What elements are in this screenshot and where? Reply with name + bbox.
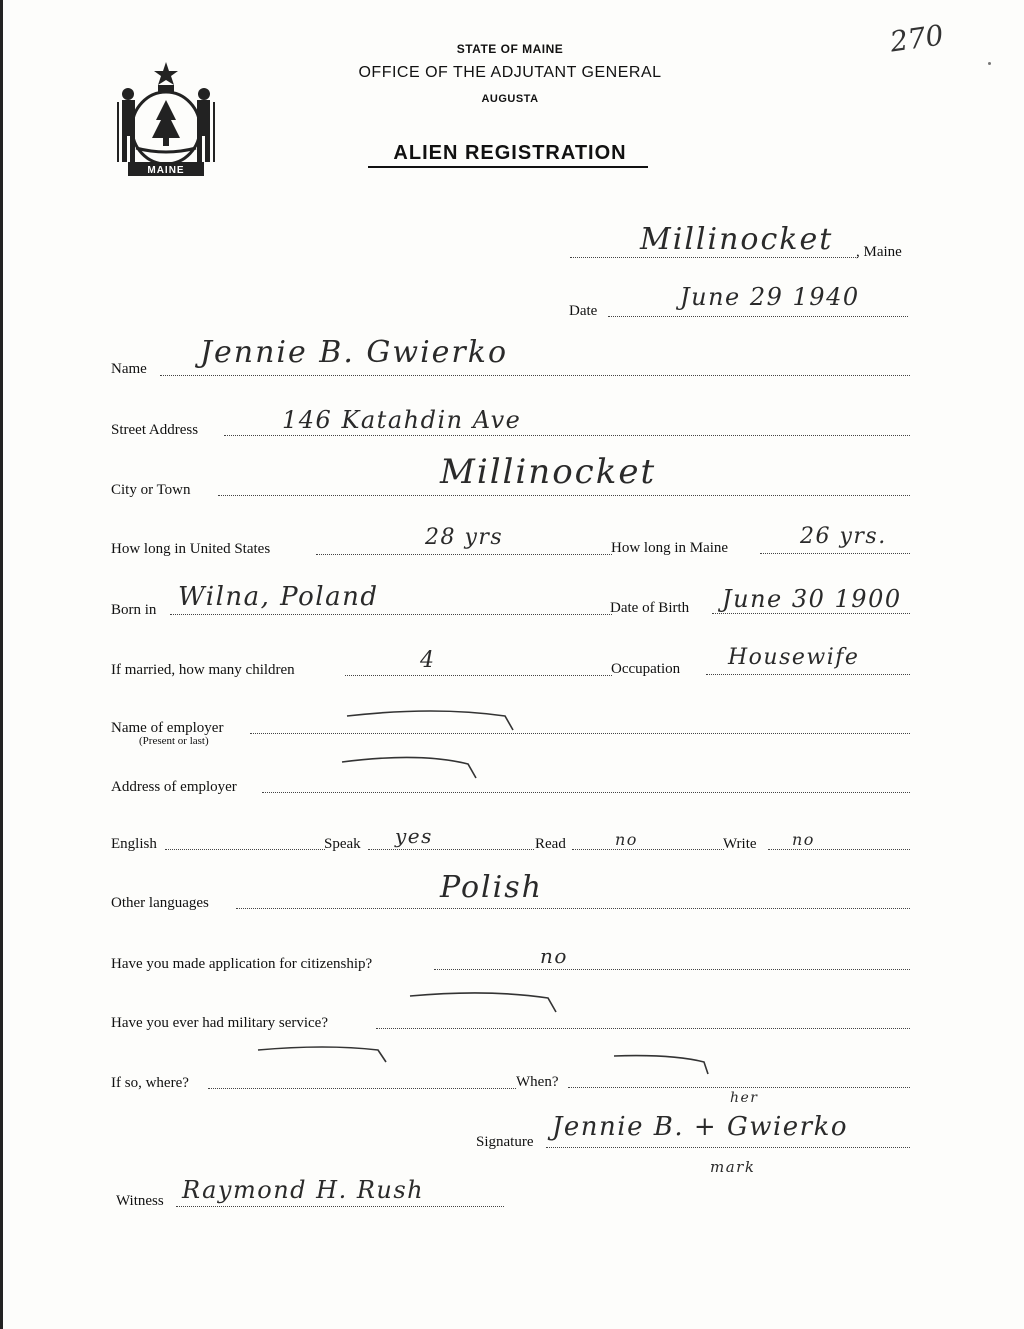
where-label: If so, where? — [111, 1075, 189, 1091]
file-number: 270 — [887, 18, 946, 59]
header-city: AUGUSTA — [481, 93, 539, 105]
town-suffix: , Maine — [856, 244, 902, 260]
signature-label: Signature — [476, 1134, 534, 1150]
children-value: 4 — [420, 648, 436, 673]
scan-edge — [0, 0, 3, 1329]
other-languages-label: Other languages — [111, 895, 209, 911]
where-dash-stroke — [256, 1044, 392, 1066]
signature-line — [546, 1147, 910, 1148]
military-line — [376, 1028, 910, 1029]
how-long-maine-label: How long in Maine — [611, 540, 729, 556]
date-field-line — [608, 316, 908, 317]
date-value: June 29 1940 — [680, 283, 860, 311]
signature-her-note: her — [730, 1090, 759, 1106]
title-underline — [368, 166, 648, 168]
when-label: When? — [516, 1074, 559, 1090]
street-label: Street Address — [111, 422, 199, 438]
street-field-line — [224, 435, 910, 436]
town-value: Millinocket — [640, 222, 834, 257]
born-in-value: Wilna, Poland — [178, 582, 379, 612]
street-value: 146 Katahdin Ave — [282, 406, 522, 434]
header-state: STATE OF MAINE — [456, 42, 564, 56]
employer-address-dash-stroke — [340, 752, 485, 782]
form-title: ALIEN REGISTRATION — [393, 142, 627, 164]
citizenship-value: no — [540, 944, 568, 968]
children-label: If married, how many children — [111, 662, 295, 678]
born-in-label: Born in — [111, 602, 157, 618]
read-line — [572, 849, 724, 850]
military-label: Have you ever had military service? — [111, 1015, 328, 1031]
how-long-maine-line — [760, 553, 910, 554]
scan-speck — [988, 62, 991, 65]
occupation-value: Housewife — [728, 645, 860, 670]
occupation-line — [706, 674, 910, 675]
how-long-us-value: 28 yrs — [425, 525, 504, 550]
write-line — [768, 849, 910, 850]
when-line — [568, 1087, 910, 1088]
write-value: no — [792, 830, 815, 849]
where-line — [208, 1088, 516, 1089]
speak-value: yes — [395, 824, 433, 848]
read-value: no — [615, 830, 638, 849]
speak-line — [368, 849, 534, 850]
name-label: Name — [111, 361, 147, 377]
employer-sublabel: (Present or last) — [139, 735, 209, 747]
speak-label: Speak — [324, 836, 361, 852]
city-label: City or Town — [111, 482, 191, 498]
other-languages-value: Polish — [440, 870, 543, 905]
citizenship-label: Have you made application for citizenship? — [111, 956, 373, 972]
how-long-us-line — [316, 554, 612, 555]
employer-address-line — [262, 792, 910, 793]
occupation-label: Occupation — [611, 661, 681, 677]
name-field-line — [160, 375, 910, 376]
city-value: Millinocket — [440, 452, 657, 492]
dob-value: June 30 1900 — [722, 585, 902, 613]
dob-line — [712, 613, 910, 614]
witness-line — [176, 1206, 504, 1207]
military-dash-stroke — [408, 990, 560, 1016]
witness-label: Witness — [116, 1193, 164, 1209]
born-in-line — [170, 614, 612, 615]
children-line — [345, 675, 612, 676]
signature-mark-note: mark — [710, 1158, 756, 1176]
maine-seal-icon — [110, 58, 222, 178]
employer-label: Name of employer — [111, 720, 224, 736]
how-long-maine-value: 26 yrs. — [800, 524, 887, 549]
other-languages-line — [236, 908, 910, 909]
witness-value: Raymond H. Rush — [182, 1176, 425, 1204]
date-label: Date — [569, 303, 598, 319]
name-value: Jennie B. Gwierko — [200, 335, 508, 370]
employer-dash-stroke — [345, 708, 520, 734]
english-label: English — [111, 836, 157, 852]
english-line — [165, 849, 325, 850]
employer-address-label: Address of employer — [111, 779, 237, 795]
signature-value: Jennie B. + Gwierko — [552, 1112, 849, 1142]
city-field-line — [218, 495, 910, 496]
how-long-us-label: How long in United States — [111, 541, 271, 557]
when-dash-stroke — [612, 1052, 712, 1078]
seal-banner: MAINE — [147, 165, 185, 176]
town-field-line — [570, 257, 858, 258]
dob-label: Date of Birth — [610, 600, 690, 616]
write-label: Write — [723, 836, 757, 852]
read-label: Read — [535, 836, 566, 852]
citizenship-line — [434, 969, 910, 970]
header-office: OFFICE OF THE ADJUTANT GENERAL — [358, 64, 662, 81]
